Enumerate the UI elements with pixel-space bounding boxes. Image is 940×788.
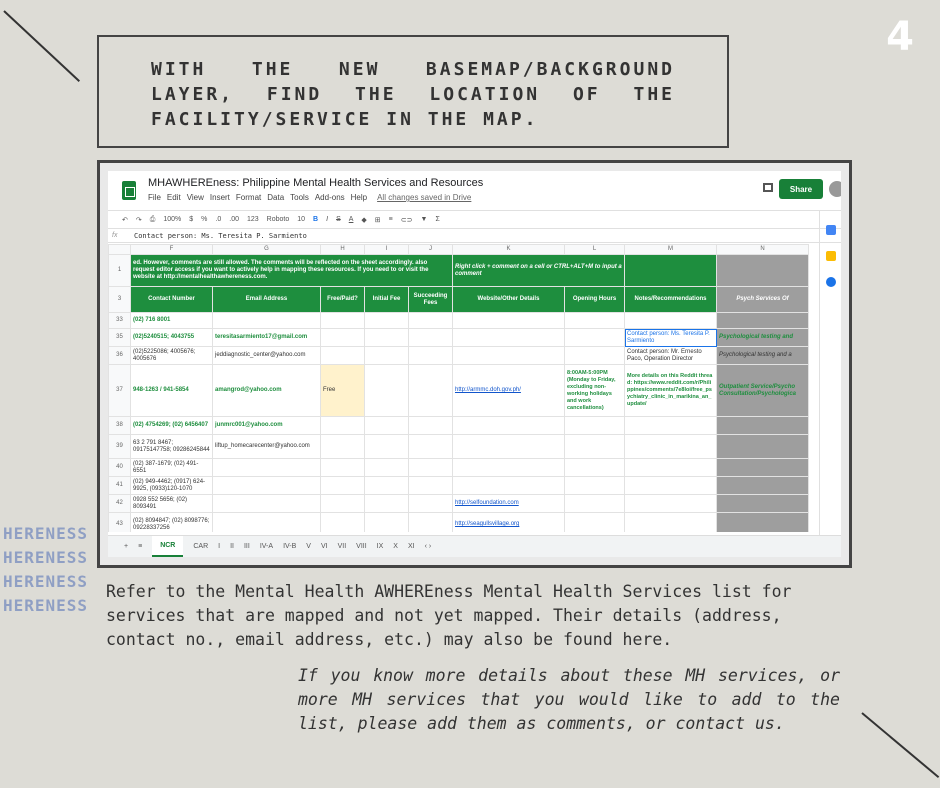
redo-icon[interactable]: ↷ [135,216,142,224]
table-cell[interactable] [213,513,321,533]
currency-button[interactable]: $ [189,216,194,223]
table-cell[interactable]: Outpatient Service/Psycho Consultation/Psychologica [717,365,809,417]
tab-iv-b[interactable]: IV-B [283,543,297,550]
share-button[interactable]: Share [779,179,823,199]
table-cell[interactable] [717,255,809,287]
table-row [109,417,809,435]
table-cell[interactable] [625,417,717,435]
tab-xi[interactable]: XI [407,543,415,550]
tab-vi[interactable]: VI [320,543,328,550]
menu-file[interactable]: File [148,193,161,202]
table-cell[interactable]: 0928 552 5656; (02) 8093491 [131,495,213,513]
keep-icon[interactable] [826,251,836,261]
percent-button[interactable]: % [201,216,208,223]
table-cell[interactable] [409,513,453,533]
table-cell[interactable] [365,495,409,513]
table-cell[interactable]: More details on this Reddit thread: https://www.reddit.com/r/Philippines/comments/7e8loi/free_psychiatry_clinic_in_marikina_an_update/ [625,365,717,417]
table-cell[interactable] [717,477,809,495]
table-cell[interactable] [321,495,365,513]
table-cell[interactable] [717,417,809,435]
banner-text[interactable]: ed. However, comments are still allowed. The comments will be reflected on the sheet accordingly. also request editor access if you want to actively help in mapping these resources. If you need to or visit the website at http://mentalhealthawhereness.com. [131,255,453,287]
fill-color-icon[interactable]: ◆ [361,216,367,224]
spreadsheet-screenshot [97,160,852,568]
table-cell[interactable] [321,435,365,459]
row-number[interactable]: 40 [109,459,131,477]
table-cell[interactable]: teresitasarmiento17@gmail.com [213,329,321,347]
table-cell[interactable]: Psychological testing and a [717,347,809,365]
watermark [3,522,88,618]
table-cell[interactable]: http://seagullsvillage.org [453,513,565,533]
table-cell[interactable]: Contact person: Mr. Ernesto Paco, Operation Director [625,347,717,365]
table-cell[interactable] [409,329,453,347]
row-number[interactable]: 3 [109,287,131,313]
menu-help[interactable]: Help [350,193,368,202]
table-cell[interactable]: (02)5225086; 4005676; 4005676 [131,347,213,365]
menu-addons[interactable]: Add-ons [314,193,345,202]
table-cell[interactable] [453,329,565,347]
link-icon[interactable]: ⊂⊃ [400,216,413,224]
table-cell[interactable]: 63 2 791 8467; 09175147758; 09286245844 [131,435,213,459]
table-cell[interactable] [717,313,809,329]
save-status[interactable]: All changes saved in Drive [377,193,472,202]
table-cell[interactable] [409,313,453,329]
column-header-row [109,245,809,255]
row-number[interactable]: 36 [109,347,131,365]
row-number[interactable]: 43 [109,513,131,533]
table-cell[interactable] [321,329,365,347]
table-cell[interactable] [365,513,409,533]
table-cell[interactable]: http://selfoundation.com [453,495,565,513]
table-cell[interactable] [717,435,809,459]
header-cell[interactable]: Contact Number [131,287,213,313]
row-number[interactable]: 33 [109,313,131,329]
table-cell[interactable] [365,477,409,495]
table-cell[interactable] [453,459,565,477]
table-row [109,513,809,533]
row-number[interactable]: 1 [109,255,131,287]
table-cell[interactable]: http://armmc.doh.gov.ph/ [453,365,565,417]
row-number[interactable]: 42 [109,495,131,513]
toolbar [108,211,841,229]
header-cell[interactable]: Website/Other Details [453,287,565,313]
table-cell[interactable]: Psychological testing and [717,329,809,347]
column-header[interactable]: L [565,245,625,255]
tab-viii[interactable]: VIII [356,543,367,550]
column-header[interactable]: K [453,245,565,255]
table-cell[interactable] [565,417,625,435]
calendar-icon[interactable] [826,225,836,235]
table-row [109,347,809,365]
menu-insert[interactable]: Insert [209,193,230,202]
description-text: Refer to the Mental Health AWHEREness Mental Health Services list for services that are mapped and not yet mapped. Their details (address, contact no., email address, etc.) may also be found here. [106,582,792,649]
decorative-line-top-left [3,10,80,82]
table-cell[interactable] [625,459,717,477]
banner-row [109,255,809,287]
table-cell[interactable]: 8:00AM-5:00PM (Monday to Friday, excluding non-working holidays and work cancellations) [565,365,625,417]
table-cell[interactable]: (02) 4754269; (02) 6456407 [131,417,213,435]
table-cell[interactable]: jeddiagnostic_center@yahoo.com [213,347,321,365]
fx-icon: fx [112,232,118,239]
column-header[interactable]: H [321,245,365,255]
sheet-tab-bar [108,535,841,557]
table-cell[interactable] [365,435,409,459]
tab-v[interactable]: V [306,543,311,550]
side-panel [819,211,841,537]
instruction-box [97,35,729,148]
filter-icon[interactable]: ▼ [420,216,428,223]
table-cell[interactable]: liftup_homecarecenter@yahoo.com [213,435,321,459]
table-cell[interactable] [453,347,565,365]
table-cell[interactable] [717,459,809,477]
undo-icon[interactable]: ↶ [122,216,128,224]
table-cell[interactable] [409,365,453,417]
row-number[interactable]: 37 [109,365,131,417]
table-cell[interactable]: (02) 716 8001 [131,313,213,329]
strikethrough-button[interactable]: S [336,216,341,223]
tab-i[interactable]: I [218,543,221,550]
sheet-header [108,171,841,211]
watermark-line: HERENESS [3,524,89,543]
all-sheets-icon[interactable]: ≡ [138,543,143,550]
spreadsheet-grid [108,244,827,532]
table-cell[interactable] [453,477,565,495]
menu-bar [148,193,471,202]
table-cell[interactable] [453,435,565,459]
table-cell[interactable] [409,417,453,435]
table-cell[interactable] [453,417,565,435]
formula-input[interactable]: Contact person: Ms. Teresita P. Sarmiento [134,231,307,240]
functions-icon[interactable]: Σ [435,216,440,223]
comment-history-icon[interactable] [763,183,773,192]
header-row [109,287,809,313]
table-cell[interactable] [717,513,809,533]
table-cell[interactable] [409,435,453,459]
align-icon[interactable]: ≡ [388,216,393,223]
table-cell[interactable] [717,495,809,513]
row-number[interactable]: 35 [109,329,131,347]
table-cell[interactable] [213,313,321,329]
tab-iii[interactable]: III [243,543,250,550]
table-cell[interactable] [625,495,717,513]
table-cell[interactable]: 948-1263 / 941-5854 [131,365,213,417]
table-row [109,365,809,417]
table-cell[interactable]: junmrc001@yahoo.com [213,417,321,435]
scroll-tabs-icon[interactable]: ‹ › [424,543,432,550]
tab-ii[interactable]: II [230,543,234,550]
table-cell[interactable] [409,347,453,365]
row-number[interactable]: 39 [109,435,131,459]
table-cell[interactable] [565,329,625,347]
table-cell[interactable] [321,347,365,365]
column-header[interactable]: I [365,245,409,255]
header-cell[interactable]: Free/Paid? [321,287,365,313]
header-cell[interactable]: Initial Fee [365,287,409,313]
table-cell[interactable] [625,513,717,533]
bold-button[interactable]: B [313,216,319,223]
table-cell[interactable] [565,513,625,533]
table-cell[interactable] [565,347,625,365]
number-format-select[interactable]: 123 [246,216,259,223]
table-cell[interactable] [365,459,409,477]
table-cell[interactable] [213,477,321,495]
table-cell[interactable] [565,459,625,477]
italic-button[interactable]: I [326,216,329,223]
menu-tools[interactable]: Tools [290,193,309,202]
tab-iv-a[interactable]: IV-A [259,543,274,550]
tab-x[interactable]: X [393,543,398,550]
table-cell[interactable]: amangrod@yahoo.com [213,365,321,417]
header-cell[interactable]: Notes/Recommendations [625,287,717,313]
spreadsheet-window [108,171,841,557]
watermark-line: HERENESS [3,596,89,615]
table-cell[interactable]: (02) 949-4462; (0917) 624-9925, (0933)120-1070 [131,477,213,495]
table-cell[interactable] [625,477,717,495]
table-row [109,477,809,495]
add-sheet-icon[interactable]: + [124,543,129,550]
column-header[interactable]: M [625,245,717,255]
font-select[interactable]: Roboto [266,216,290,223]
table-cell[interactable] [565,313,625,329]
table-row [109,459,809,477]
table-cell[interactable] [453,313,565,329]
table-cell[interactable] [365,313,409,329]
menu-data[interactable]: Data [267,193,285,202]
table-cell[interactable] [321,313,365,329]
tab-vii[interactable]: VII [337,543,347,550]
decrease-decimal-button[interactable]: .0 [215,216,222,223]
table-row [109,435,809,459]
column-header[interactable]: G [213,245,321,255]
row-number[interactable]: 38 [109,417,131,435]
table-cell[interactable] [321,417,365,435]
document-title[interactable]: MHAWHEREness: Philippine Mental Health Services and Resources [148,177,484,189]
sheets-logo-icon[interactable] [122,181,136,200]
menu-view[interactable]: View [186,193,204,202]
header-cell[interactable]: Psych Services Of [717,287,809,313]
borders-icon[interactable]: ⊞ [374,216,381,224]
text-color-button[interactable]: A [348,216,354,223]
table-cell[interactable] [409,459,453,477]
page-number: 4 [886,14,914,60]
print-icon[interactable]: ⎙ [149,215,156,223]
menu-edit[interactable]: Edit [166,193,181,202]
decorative-line-bottom-right [861,712,939,778]
column-header[interactable]: J [409,245,453,255]
tab-car[interactable]: CAR [193,543,209,550]
table-cell[interactable]: (02) 387-1679; (02) 491-6551 [131,459,213,477]
table-cell[interactable] [321,477,365,495]
table-row [109,329,809,347]
comment-hint[interactable]: Right click + comment on a cell or CTRL+ALT+M to input a comment [453,255,625,287]
instruction-text: WITH THE NEW BASEMAP/BACKGROUND LAYER, FIND THE LOCATION OF THE FACILITY/SERVICE IN THE MAP. [151,59,675,130]
row-number[interactable]: 41 [109,477,131,495]
table-cell[interactable] [213,459,321,477]
menu-format[interactable]: Format [235,193,262,202]
table-cell[interactable] [321,513,365,533]
table-cell[interactable] [625,435,717,459]
table-cell[interactable] [365,329,409,347]
table-cell[interactable] [365,365,409,417]
header-cell[interactable]: Succeeding Fees [409,287,453,313]
table-cell[interactable] [565,477,625,495]
formula-bar [108,229,841,243]
table-row [109,495,809,513]
column-header[interactable]: N [717,245,809,255]
watermark-line: HERENESS [3,572,89,591]
tab-ncr[interactable]: NCR [152,536,183,557]
tasks-icon[interactable] [826,277,836,287]
table-cell[interactable] [365,347,409,365]
note-text: If you know more details about these MH services, or more MH services that you would like to add to the list, please add them as comments, or contact us. [298,666,840,733]
table-cell[interactable] [565,495,625,513]
tab-ix[interactable]: IX [376,543,384,550]
watermark-line: HERENESS [3,548,89,567]
column-header[interactable]: F [131,245,213,255]
table-cell[interactable]: (02) 8094847; (02) 8098776; 09228337256 [131,513,213,533]
avatar[interactable] [829,181,841,197]
zoom-select[interactable]: 100% [163,216,182,223]
table-cell[interactable] [625,255,717,287]
table-cell[interactable] [321,459,365,477]
header-cell[interactable]: Email Address [213,287,321,313]
corner-cell[interactable] [109,245,131,255]
table-cell[interactable] [409,477,453,495]
table-cell[interactable] [625,313,717,329]
table-row [109,313,809,329]
header-cell[interactable]: Opening Hours [565,287,625,313]
table-cell[interactable]: (02)5240515; 4043755 [131,329,213,347]
increase-decimal-button[interactable]: .00 [229,216,239,223]
table-cell[interactable] [365,417,409,435]
table-cell[interactable] [213,495,321,513]
table-cell[interactable]: Free [321,365,365,417]
selected-cell[interactable]: Contact person: Ms. Teresita P. Sarmiento [625,329,717,347]
table-cell[interactable] [409,495,453,513]
table-cell[interactable] [565,435,625,459]
font-size-select[interactable]: 10 [297,216,306,223]
